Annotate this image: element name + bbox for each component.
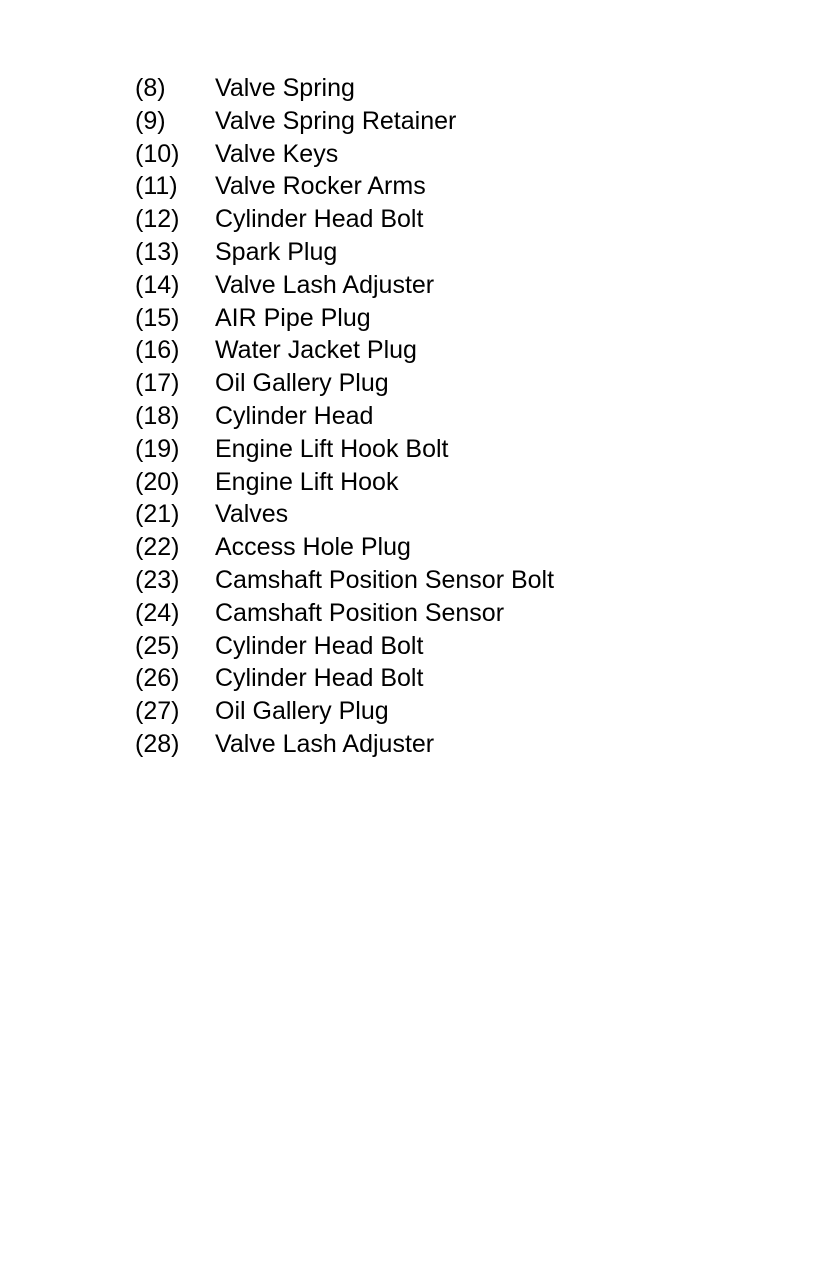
legend-item-label: Water Jacket Plug — [215, 336, 417, 365]
legend-item-number: (26) — [135, 664, 180, 693]
legend-item-label: Camshaft Position Sensor Bolt — [215, 565, 555, 594]
legend-item-number: (17) — [135, 369, 180, 398]
legend-item — [135, 105, 554, 138]
legend-item-label: Cylinder Head — [215, 401, 374, 430]
legend-item — [135, 466, 554, 499]
legend-item — [135, 400, 554, 433]
legend-item-label: Engine Lift Hook — [215, 467, 399, 496]
legend-item — [135, 728, 554, 761]
legend-item-label: Cylinder Head Bolt — [215, 664, 424, 693]
legend-item-number: (15) — [135, 303, 180, 332]
legend-item-label: Valves — [215, 500, 289, 529]
legend-item — [135, 72, 554, 105]
legend-item-label: Oil Gallery Plug — [215, 697, 389, 726]
legend-item-label: Camshaft Position Sensor — [215, 598, 505, 627]
legend-item-number: (24) — [135, 598, 180, 627]
legend-item-label: Cylinder Head Bolt — [215, 205, 424, 234]
legend-item-label: Valve Keys — [215, 139, 339, 168]
legend-item — [135, 367, 554, 400]
legend-item-number: (14) — [135, 270, 180, 299]
legend-item-number: (22) — [135, 533, 180, 562]
legend-item — [135, 531, 554, 564]
legend-item — [135, 302, 554, 335]
legend-item-number: (13) — [135, 237, 180, 266]
legend-item — [135, 630, 554, 663]
parts-legend-list — [135, 72, 554, 761]
legend-item-number: (16) — [135, 336, 180, 365]
legend-item-label: Valve Spring Retainer — [215, 106, 457, 135]
legend-item — [135, 498, 554, 531]
legend-item-label: AIR Pipe Plug — [215, 303, 371, 332]
legend-item-number: (11) — [135, 172, 178, 201]
legend-item — [135, 236, 554, 269]
legend-item — [135, 269, 554, 302]
legend-item-number: (8) — [135, 74, 166, 102]
legend-item-number: (25) — [135, 631, 180, 660]
legend-item-number: (20) — [135, 467, 180, 496]
legend-item-number: (23) — [135, 565, 180, 594]
legend-item-number: (28) — [135, 729, 180, 758]
legend-item — [135, 662, 554, 695]
legend-item — [135, 695, 554, 728]
legend-item-label: Cylinder Head Bolt — [215, 631, 424, 660]
legend-item-number: (27) — [135, 697, 180, 726]
legend-item-label: Valve Rocker Arms — [215, 172, 426, 201]
legend-item-number: (21) — [135, 500, 180, 529]
legend-item — [135, 138, 554, 171]
legend-item-label: Valve Lash Adjuster — [215, 270, 435, 299]
legend-item-label: Access Hole Plug — [215, 533, 411, 562]
legend-item-label: Valve Spring — [215, 74, 355, 102]
legend-item-label: Oil Gallery Plug — [215, 369, 389, 398]
legend-item-label: Engine Lift Hook Bolt — [215, 434, 449, 463]
legend-item-number: (12) — [135, 205, 180, 234]
legend-item — [135, 433, 554, 466]
legend-item — [135, 334, 554, 367]
legend-item — [135, 597, 554, 630]
legend-item — [135, 203, 554, 236]
legend-item — [135, 564, 554, 597]
legend-item-number: (18) — [135, 401, 180, 430]
legend-item-number: (9) — [135, 106, 166, 135]
legend-item — [135, 170, 554, 203]
legend-item-label: Valve Lash Adjuster — [215, 729, 435, 758]
legend-item-number: (19) — [135, 434, 180, 463]
legend-item-label: Spark Plug — [215, 237, 338, 266]
legend-item-number: (10) — [135, 139, 180, 168]
